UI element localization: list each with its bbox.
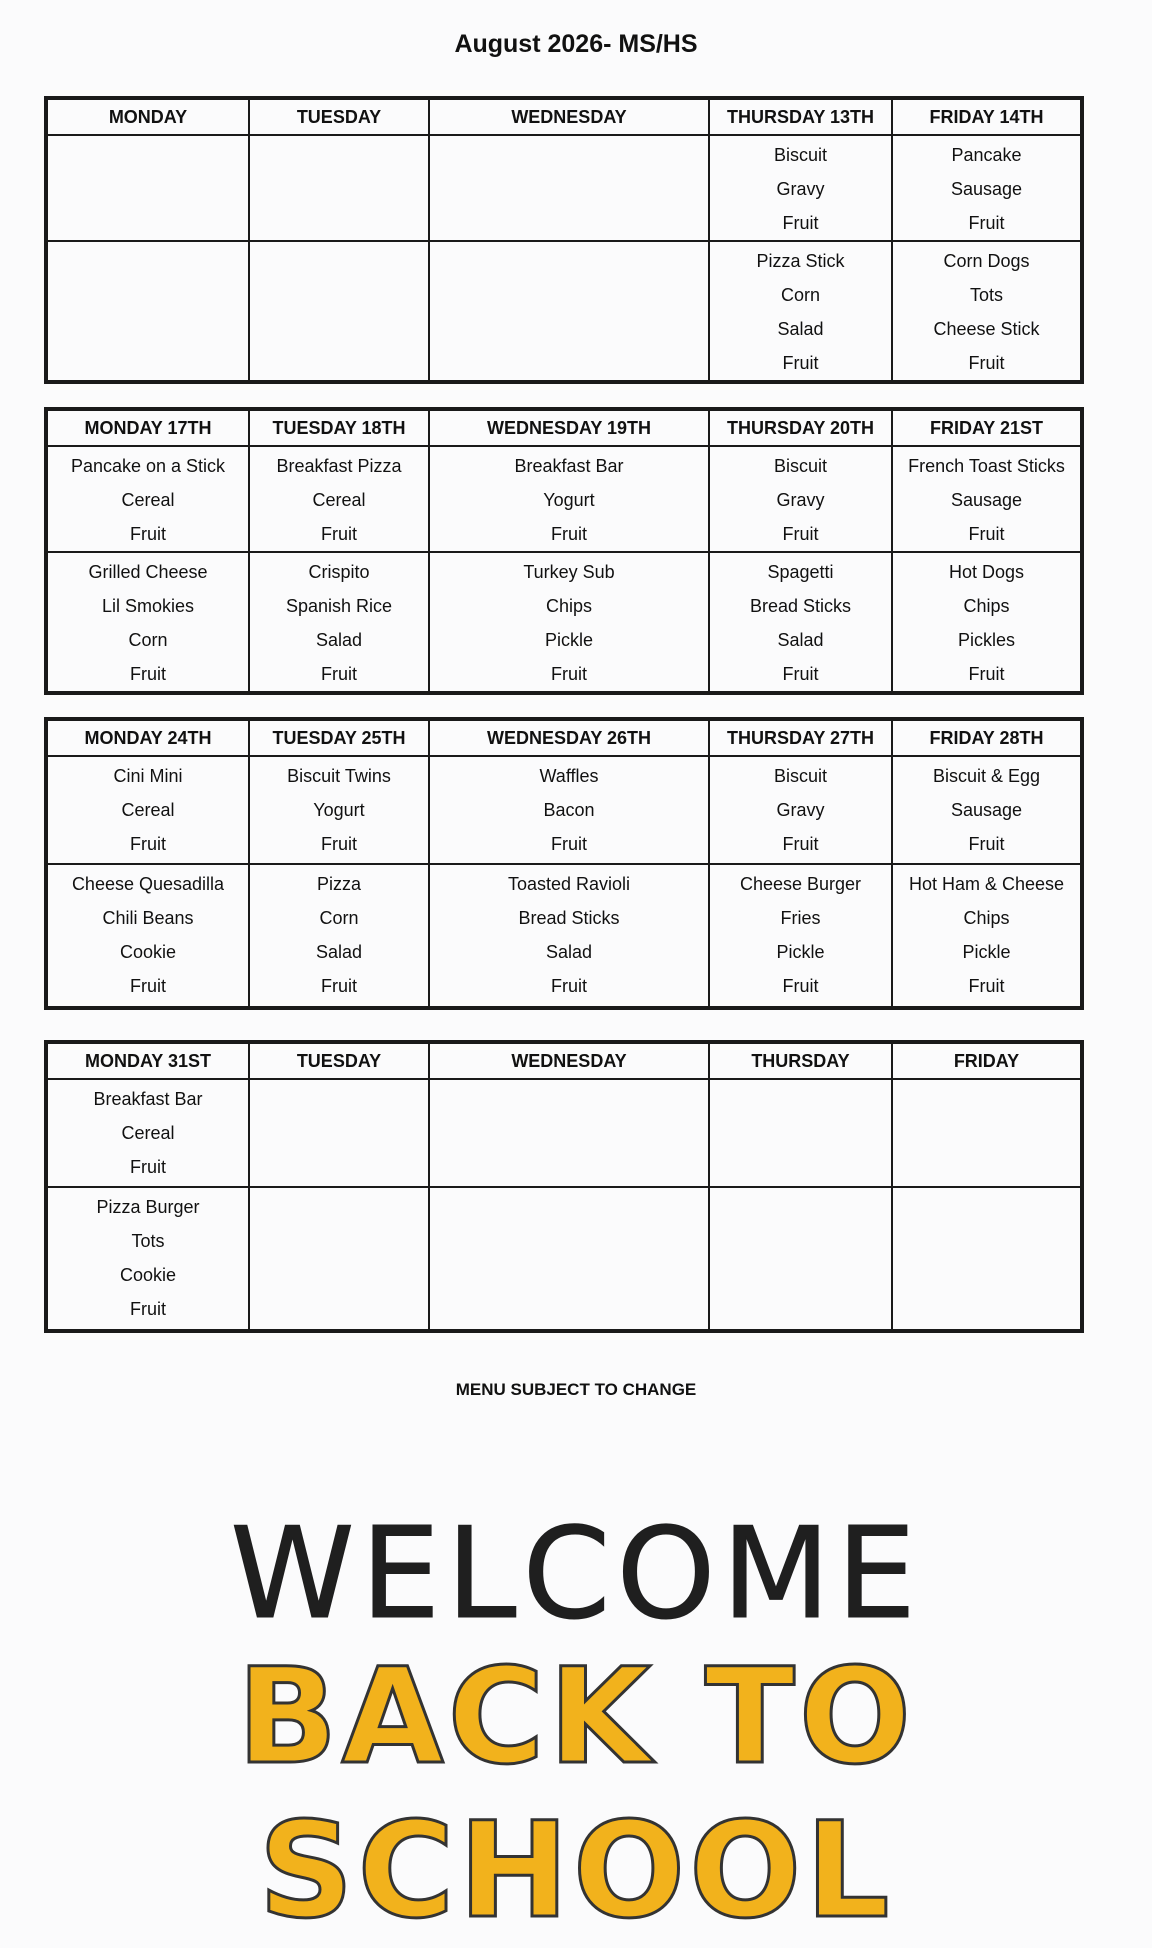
menu-item: Fruit [551, 834, 587, 854]
breakfast-cell [709, 1079, 892, 1187]
menu-item: Salad [777, 319, 824, 339]
breakfast-cell [709, 446, 892, 552]
breakfast-cell [46, 1079, 249, 1187]
page-title: August 2026- MS/HS [454, 30, 698, 58]
menu-item: Breakfast Bar [514, 456, 624, 476]
day-header: FRIDAY [892, 1042, 1082, 1079]
lunch-cell [709, 864, 892, 1008]
menu-item: Biscuit [773, 766, 827, 786]
breakfast-cell [709, 135, 892, 241]
menu-item: Pancake on a Stick [70, 456, 226, 476]
day-header: TUESDAY [249, 1042, 429, 1079]
breakfast-cell [892, 446, 1082, 552]
menu-item: Pickles [957, 630, 1015, 650]
menu-item: Biscuit Twins [287, 766, 391, 786]
menu-item: Fruit [782, 524, 819, 544]
lunch-cell [249, 552, 429, 693]
day-header: MONDAY 17TH [46, 409, 249, 446]
breakfast-cell [46, 135, 249, 241]
menu-item: Fruit [782, 353, 819, 373]
menu-item: Waffles [539, 766, 599, 786]
menu-item: Fruit [968, 353, 1005, 373]
menu-item: Cheese Quesadilla [71, 874, 225, 894]
menu-item: Pickle [544, 630, 593, 650]
menu-item: Sausage [950, 800, 1023, 820]
menu-item: Biscuit & Egg [932, 766, 1041, 786]
week-table [44, 96, 1084, 384]
menu-item: Lil Smokies [101, 596, 195, 616]
menu-item: Fruit [968, 976, 1005, 996]
menu-item: Pizza Burger [96, 1197, 200, 1217]
menu-item: Chips [545, 596, 593, 616]
menu-item: Tots [131, 1231, 165, 1251]
menu-item: Cereal [312, 490, 366, 510]
menu-item: Pizza Stick [756, 251, 845, 271]
day-header: FRIDAY 14TH [892, 98, 1082, 135]
menu-item: Gravy [776, 179, 825, 199]
day-header: TUESDAY [249, 98, 429, 135]
day-header: MONDAY [46, 98, 249, 135]
lunch-cell [429, 552, 709, 693]
menu-item: Grilled Cheese [88, 562, 208, 582]
menu-item: Crispito [308, 562, 370, 582]
menu-item: Fruit [551, 524, 587, 544]
day-header: WEDNESDAY [429, 1042, 709, 1079]
menu-item: Chips [963, 908, 1010, 928]
menu-item: Fries [780, 908, 821, 928]
menu-item: Hot Ham & Cheese [908, 874, 1065, 894]
menu-item: Toasted Ravioli [507, 874, 631, 894]
day-header: WEDNESDAY 26TH [429, 719, 709, 756]
day-header: TUESDAY 25TH [249, 719, 429, 756]
menu-item: French Toast Sticks [908, 456, 1065, 476]
menu-note: MENU SUBJECT TO CHANGE [455, 1380, 697, 1399]
day-header: THURSDAY [709, 1042, 892, 1079]
menu-item: Bread Sticks [749, 596, 852, 616]
back-to-school-banner-text: BACK TO SCHOOL [236, 1640, 916, 1948]
menu-item: Cereal [121, 490, 175, 510]
menu-item: Corn [780, 285, 820, 305]
menu-item: Fruit [782, 976, 819, 996]
day-header: MONDAY 31ST [46, 1042, 249, 1079]
day-header: TUESDAY 18TH [249, 409, 429, 446]
welcome-banner-text: WELCOME [230, 1500, 922, 1647]
menu-item: Cheese Burger [739, 874, 862, 894]
menu-item: Fruit [130, 1299, 166, 1319]
lunch-cell [46, 864, 249, 1008]
menu-item: Fruit [321, 976, 357, 996]
menu-item: Fruit [130, 976, 166, 996]
lunch-cell [249, 241, 429, 382]
lunch-cell [892, 864, 1082, 1008]
menu-item: Fruit [782, 213, 819, 233]
breakfast-cell [429, 756, 709, 864]
lunch-cell [249, 1187, 429, 1331]
lunch-cell [429, 241, 709, 382]
menu-item: Cereal [121, 1123, 175, 1143]
lunch-cell [709, 1187, 892, 1331]
day-header: MONDAY 24TH [46, 719, 249, 756]
menu-item: Salad [315, 630, 363, 650]
menu-item: Pickle [776, 942, 825, 962]
menu-item: Corn [128, 630, 168, 650]
menu-item: Fruit [321, 664, 357, 684]
breakfast-cell [249, 135, 429, 241]
day-header: THURSDAY 27TH [709, 719, 892, 756]
menu-item: Breakfast Pizza [276, 456, 402, 476]
menu-item: Bread Sticks [518, 908, 620, 928]
menu-item: Chips [963, 596, 1010, 616]
menu-item: Pickle [962, 942, 1011, 962]
menu-item: Fruit [321, 524, 357, 544]
menu-item: Fruit [130, 834, 166, 854]
menu-item: Fruit [551, 976, 587, 996]
breakfast-cell [429, 135, 709, 241]
breakfast-cell [429, 1079, 709, 1187]
lunch-cell [429, 864, 709, 1008]
day-header: WEDNESDAY [429, 98, 709, 135]
breakfast-cell [46, 756, 249, 864]
menu-item: Sausage [950, 490, 1023, 510]
day-header: THURSDAY 13TH [709, 98, 892, 135]
menu-item: Tots [969, 285, 1003, 305]
menu-item: Salad [777, 630, 824, 650]
lunch-cell [892, 552, 1082, 693]
menu-item: Fruit [968, 664, 1005, 684]
week-table [44, 1040, 1084, 1333]
menu-item: Corn Dogs [943, 251, 1030, 271]
menu-item: Bacon [543, 800, 595, 820]
menu-item: Fruit [782, 834, 819, 854]
breakfast-cell [429, 446, 709, 552]
menu-item: Biscuit [773, 145, 827, 165]
breakfast-cell [892, 1079, 1082, 1187]
week-table [44, 407, 1084, 695]
day-header: THURSDAY 20TH [709, 409, 892, 446]
menu-item: Cheese Stick [933, 319, 1040, 339]
lunch-cell [709, 552, 892, 693]
menu-item: Breakfast Bar [93, 1089, 203, 1109]
breakfast-cell [892, 135, 1082, 241]
menu-item: Fruit [321, 834, 357, 854]
breakfast-cell [249, 756, 429, 864]
menu-item: Salad [545, 942, 593, 962]
menu-item: Cini Mini [113, 766, 183, 786]
day-header: FRIDAY 21ST [892, 409, 1082, 446]
breakfast-cell [892, 756, 1082, 864]
menu-item: Fruit [130, 1157, 166, 1177]
day-header: WEDNESDAY 19TH [429, 409, 709, 446]
menu-item: Biscuit [773, 456, 827, 476]
menu-item: Spagetti [767, 562, 834, 582]
day-header: FRIDAY 28TH [892, 719, 1082, 756]
menu-item: Sausage [950, 179, 1023, 199]
lunch-cell [249, 864, 429, 1008]
menu-item: Fruit [968, 834, 1005, 854]
lunch-cell [46, 241, 249, 382]
menu-item: Yogurt [313, 800, 365, 820]
breakfast-cell [249, 1079, 429, 1187]
menu-item: Spanish Rice [285, 596, 393, 616]
menu-item: Gravy [776, 800, 825, 820]
menu-item: Chili Beans [102, 908, 194, 928]
menu-item: Hot Dogs [948, 562, 1025, 582]
menu-item: Pancake [951, 145, 1022, 165]
menu-item: Gravy [776, 490, 825, 510]
menu-item: Pizza [316, 874, 361, 894]
menu-item: Cookie [119, 942, 177, 962]
breakfast-cell [46, 446, 249, 552]
lunch-cell [46, 1187, 249, 1331]
lunch-cell [892, 241, 1082, 382]
menu-item: Fruit [551, 664, 587, 684]
menu-item: Fruit [782, 664, 819, 684]
lunch-cell [892, 1187, 1082, 1331]
lunch-cell [709, 241, 892, 382]
menu-item: Cereal [121, 800, 175, 820]
menu-item: Cookie [119, 1265, 177, 1285]
menu-item: Fruit [968, 213, 1005, 233]
breakfast-cell [709, 756, 892, 864]
menu-item: Salad [315, 942, 363, 962]
menu-item: Turkey Sub [523, 562, 615, 582]
menu-item: Fruit [130, 664, 166, 684]
lunch-cell [429, 1187, 709, 1331]
menu-item: Yogurt [543, 490, 595, 510]
week-table [44, 717, 1084, 1010]
menu-item: Corn [319, 908, 359, 928]
breakfast-cell [249, 446, 429, 552]
menu-item: Fruit [968, 524, 1005, 544]
lunch-cell [46, 552, 249, 693]
menu-item: Fruit [130, 524, 166, 544]
